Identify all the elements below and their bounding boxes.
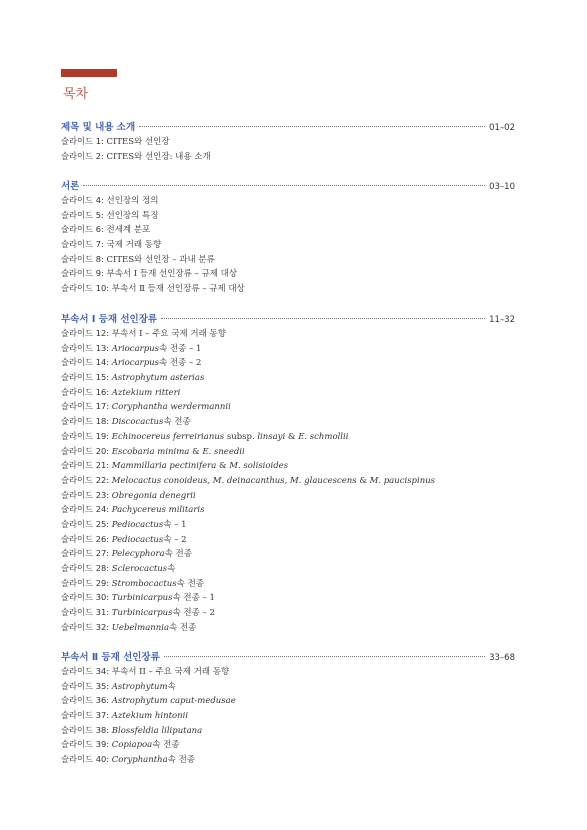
- species-name: Ariocarpus: [111, 343, 159, 354]
- slide-number-label: 슬라이드 18:: [61, 416, 110, 427]
- entry-text: 부속서 Ⅰ 등재 선인장류 – 규제 대상: [106, 269, 238, 280]
- slide-number-label: 슬라이드 39:: [61, 739, 110, 750]
- section-title: 부속서 Ⅱ 등재 선인장류: [61, 652, 160, 663]
- slide-number-label: 슬라이드 35:: [61, 680, 110, 691]
- toc-entry[interactable]: [61, 708, 515, 723]
- slide-number-label: 슬라이드 8:: [61, 253, 104, 264]
- slide-number-label: 슬라이드 4:: [61, 195, 104, 205]
- toc-entry[interactable]: [61, 341, 515, 356]
- toc-entry[interactable]: [61, 237, 515, 252]
- entry-text: 속: [167, 564, 176, 574]
- entry-text: 속 전종: [176, 578, 204, 589]
- species-name: Ariocarpus: [111, 358, 159, 369]
- entry-text: 속 전종: [163, 417, 191, 428]
- page-title: 목차: [63, 87, 89, 102]
- slide-number-label: 슬라이드 14:: [61, 357, 110, 368]
- species-name: Pelecyphora: [111, 549, 165, 560]
- entry-text: 부속서 II – 주요 국제 거래 동향: [111, 667, 230, 677]
- species-name: Blossfeldia liliputana: [111, 725, 203, 736]
- toc-entry[interactable]: [61, 473, 515, 488]
- section-page-range: 03–10: [489, 182, 515, 192]
- toc-section: [61, 178, 515, 296]
- toc-entry[interactable]: [61, 561, 515, 576]
- slide-number-label: 슬라이드 13:: [61, 342, 110, 353]
- entry-text: 속 전종 – 2: [172, 608, 215, 619]
- species-name: Mammillaria pectinifera: [111, 461, 217, 472]
- toc-entry[interactable]: [61, 252, 515, 267]
- entry-text: 부속서 Ⅱ 등재 선인장류 – 규제 대상: [111, 284, 245, 295]
- slide-number-label: 슬라이드 2:: [61, 150, 104, 161]
- species-name: Sclerocactus: [111, 564, 168, 574]
- toc-entry[interactable]: [61, 679, 515, 694]
- slide-number-label: 슬라이드 28:: [61, 563, 110, 573]
- toc-entry[interactable]: [61, 222, 515, 237]
- toc-entry[interactable]: [61, 444, 515, 459]
- slide-number-label: 슬라이드 26:: [61, 533, 110, 544]
- slide-number-label: 슬라이드 9:: [61, 268, 104, 279]
- species-name: E. schmollii: [298, 431, 349, 442]
- slide-number-label: 슬라이드 15:: [61, 372, 110, 383]
- entry-text: 전세계 분포: [106, 225, 151, 236]
- entry-text: 속 전종 – 2: [158, 358, 202, 369]
- entry-text: &: [285, 431, 299, 442]
- species-name: Astrophytum caput-medusae: [111, 696, 236, 707]
- species-name: Copiapoa: [111, 740, 153, 751]
- dot-leader: [139, 126, 485, 127]
- species-name: Obregonia denegrii: [111, 490, 196, 501]
- species-name: Aztekium ritteri: [111, 387, 181, 398]
- slide-number-label: 슬라이드 27:: [61, 548, 110, 559]
- slide-number-label: 슬라이드 31:: [61, 607, 110, 618]
- slide-number-label: 슬라이드 36:: [61, 695, 110, 706]
- toc-entry[interactable]: [61, 752, 515, 767]
- toc-entry[interactable]: [61, 576, 515, 591]
- entry-text: &: [189, 446, 203, 457]
- slide-number-label: 슬라이드 21:: [61, 460, 110, 471]
- toc-entry[interactable]: [61, 355, 515, 370]
- section-heading[interactable]: [61, 649, 515, 664]
- toc-entry[interactable]: [61, 414, 515, 429]
- slide-number-label: 슬라이드 19:: [61, 430, 110, 441]
- slide-number-label: 슬라이드 5:: [61, 209, 104, 220]
- slide-number-label: 슬라이드 32:: [61, 621, 110, 632]
- species-name: Uebelmannia: [111, 622, 170, 633]
- species-name: Escobaria minima: [111, 446, 190, 457]
- toc-entry[interactable]: [61, 723, 515, 738]
- section-title: 서론: [61, 181, 80, 192]
- species-name: Melocactus conoideus, M. deinacanthus, M. glaucescens: [111, 475, 357, 486]
- toc-entry[interactable]: [61, 281, 515, 296]
- section-page-range: 11–32: [489, 315, 515, 325]
- section-heading[interactable]: [61, 311, 515, 326]
- species-name: M. paucispinus: [369, 475, 436, 486]
- species-name: Pediocactus: [111, 534, 164, 545]
- entry-text: 속 전종: [167, 755, 196, 766]
- toc-entry[interactable]: [61, 399, 515, 414]
- slide-number-label: 슬라이드 37:: [61, 710, 110, 721]
- toc-entry[interactable]: [61, 429, 515, 444]
- slide-number-label: 슬라이드 25:: [61, 518, 110, 529]
- toc-entry[interactable]: [61, 546, 515, 561]
- slide-number-label: 슬라이드 23:: [61, 489, 110, 500]
- toc-entry[interactable]: [61, 193, 515, 208]
- slide-number-label: 슬라이드 6:: [61, 224, 104, 235]
- species-name: Coryphantha werdermannii: [111, 402, 231, 413]
- section-title: 제목 및 내용 소개: [61, 122, 136, 133]
- toc-entry[interactable]: [61, 326, 515, 341]
- toc-entry[interactable]: [61, 458, 515, 473]
- species-name: Turbinicarpus: [111, 608, 173, 619]
- toc-entry[interactable]: [61, 208, 515, 223]
- entry-text: subsp.: [224, 431, 258, 442]
- toc-entry[interactable]: [61, 532, 515, 547]
- slide-number-label: 슬라이드 1:: [61, 136, 104, 146]
- entry-text: 국제 거래 동향: [106, 240, 162, 251]
- slide-number-label: 슬라이드 24:: [61, 504, 110, 515]
- slide-number-label: 슬라이드 30:: [61, 592, 110, 603]
- slide-number-label: 슬라이드 20:: [61, 445, 110, 456]
- entry-text: 속 – 2: [163, 534, 187, 545]
- slide-number-label: 슬라이드 40:: [61, 754, 110, 765]
- species-name: Astrophytum asterias: [111, 373, 205, 384]
- entry-text: 속 전종: [169, 622, 197, 633]
- species-name: Astrophytum: [111, 681, 168, 692]
- slide-number-label: 슬라이드 22:: [61, 474, 110, 485]
- species-name: Coryphantha: [111, 755, 168, 766]
- entry-text: 속 전종 – 1: [158, 343, 202, 354]
- toc-section: [61, 649, 515, 767]
- section-page-range: 01–02: [489, 123, 515, 133]
- species-name: Pachycereus militaris: [111, 505, 205, 516]
- toc-entry[interactable]: [61, 664, 515, 679]
- toc-entry[interactable]: [61, 370, 515, 385]
- entry-text: CITES와 선인장: 내용 소개: [106, 151, 211, 162]
- toc-section: [61, 119, 515, 163]
- slide-number-label: 슬라이드 7:: [61, 239, 104, 250]
- slide-number-label: 슬라이드 17:: [61, 401, 110, 412]
- dot-leader: [83, 185, 485, 186]
- entry-text: 속 – 1: [163, 519, 187, 530]
- entry-text: 선인장의 정의: [106, 196, 159, 206]
- entry-text: &: [216, 461, 230, 472]
- section-title: 부속서 Ⅰ 등재 선인장류: [61, 314, 158, 325]
- toc-entry[interactable]: [61, 605, 515, 620]
- toc-entry[interactable]: [61, 134, 515, 149]
- entry-text: 속: [167, 681, 176, 692]
- toc-entry[interactable]: [61, 385, 515, 400]
- slide-number-label: 슬라이드 16:: [61, 386, 110, 397]
- slide-number-label: 슬라이드 38:: [61, 724, 110, 735]
- slide-number-label: 슬라이드 29:: [61, 577, 110, 588]
- entry-text: 속 전종: [164, 549, 192, 560]
- toc-section: [61, 311, 515, 634]
- species-name: Echinocereus ferreirianus: [111, 431, 225, 442]
- entry-text: 속 전종: [152, 740, 180, 751]
- slide-number-label: 슬라이드 12:: [61, 328, 110, 338]
- slide-number-label: 슬라이드 34:: [61, 666, 110, 676]
- slide-number-label: 슬라이드 10:: [61, 283, 110, 294]
- toc-entry[interactable]: [61, 149, 515, 164]
- entry-text: 부속서 I – 주요 국제 거래 동향: [111, 329, 226, 339]
- species-name: Turbinicarpus: [111, 593, 173, 604]
- species-name: E. sneedii: [202, 446, 245, 457]
- entry-text: 속 전종 – 1: [172, 593, 215, 604]
- entry-text: CITES와 선인장 – 과내 분류: [106, 254, 215, 265]
- entry-text: &: [356, 475, 370, 486]
- section-heading[interactable]: [61, 119, 515, 134]
- toc-entry[interactable]: [61, 517, 515, 532]
- dot-leader: [164, 656, 485, 657]
- species-name: Discocactus: [111, 417, 164, 428]
- entry-text: 선인장의 특징: [106, 210, 159, 221]
- species-name: linsayi: [257, 431, 286, 442]
- toc-entry[interactable]: [61, 266, 515, 281]
- toc-entry[interactable]: [61, 620, 515, 635]
- toc-entry[interactable]: [61, 693, 515, 708]
- species-name: Strombocactus: [111, 578, 177, 589]
- toc-entry[interactable]: [61, 590, 515, 605]
- section-heading[interactable]: [61, 178, 515, 193]
- species-name: Aztekium hintonii: [111, 711, 189, 722]
- toc-entry[interactable]: [61, 488, 515, 503]
- entry-text: CITES와 선인장: [106, 137, 170, 147]
- section-page-range: 33–68: [489, 653, 515, 663]
- species-name: Pediocactus: [111, 519, 164, 530]
- title-accent-bar: [61, 69, 117, 77]
- toc-entry[interactable]: [61, 737, 515, 752]
- species-name: M. solisioides: [229, 461, 289, 472]
- toc-entry[interactable]: [61, 502, 515, 517]
- dot-leader: [161, 318, 485, 319]
